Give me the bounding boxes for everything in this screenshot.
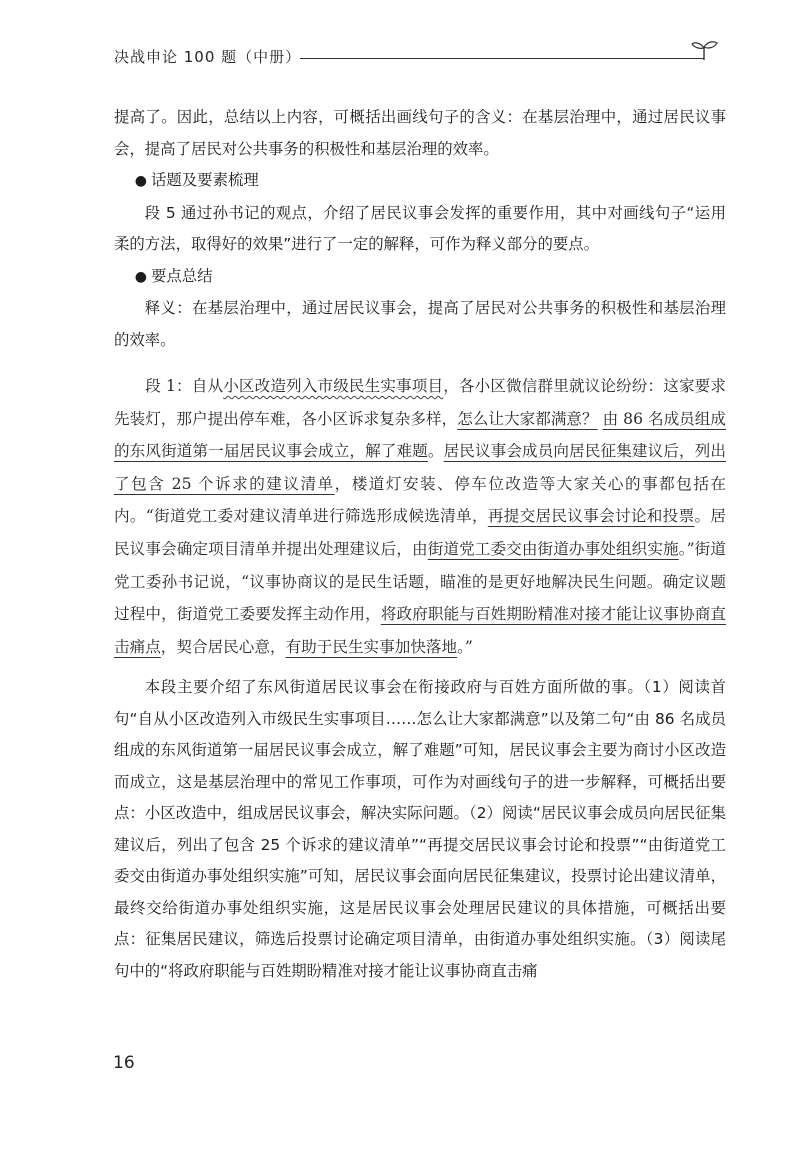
bullet-dot-icon: ● bbox=[134, 268, 147, 285]
quote-text: ，楼道灯安装、停车位改造等大家关心的事都包括在内。“街道党工委对建议清单进行筛选形成候选清单， bbox=[114, 474, 726, 526]
quote-text: 段 1：自从 bbox=[145, 377, 224, 395]
section-heading-summary bbox=[114, 261, 726, 294]
quoted-paragraph bbox=[114, 370, 726, 663]
quoted-material bbox=[114, 370, 726, 663]
quote-text: ，各小区微信群里就议论纷纷：这家要求先装灯，那户提出停车难，各小区诉求复杂多样， bbox=[114, 377, 726, 428]
analysis-block bbox=[114, 672, 726, 987]
page-number: 16 bbox=[113, 1053, 135, 1073]
header-title: 决战申论 100 题（中册） bbox=[114, 48, 302, 66]
quote-text: 。”街道党工委孙书记说，“议事协商议的是民生话题，瞄准的是更好地解决民生问题。确定议题过程中，街道党工委要发挥主动作用， bbox=[114, 539, 726, 624]
underlined-text: 怎么让大家都满意？ bbox=[457, 409, 598, 428]
quote-text: ，契合居民心意， bbox=[160, 637, 286, 656]
quote-text: 。 bbox=[427, 442, 444, 461]
heading-text: 要点总结 bbox=[151, 266, 213, 285]
underlined-text: 街道党工委交由街道办事处组织实施 bbox=[427, 539, 679, 558]
sprout-icon bbox=[690, 40, 720, 62]
text-paragraph: 提高了。因此，总结以上内容，可概括出画线句子的含义：在基层治理中，通过居民议事会，提高了居民对公共事务的积极性和基层治理的效率。 bbox=[114, 108, 726, 158]
underlined-text: 由 86 名成员组成的东风街道第一届居民议事会成立，解了难题 bbox=[114, 409, 726, 461]
page-body bbox=[114, 102, 726, 987]
analysis-paragraph: 本段主要介绍了东风街道居民议事会在衔接政府与百姓方面所做的事。（1）阅读首句“自从小区改造列入市级民生实事项目……怎么让大家都满意”以及第二句“由 86 名成员组成的东风街道第一届居民议事会成立，解了难题”可知，居民议事会主要为商讨小区改造而成立，这是基层治理中的常见工作事项，可作为对画线句子的进一步解释，可概括出要点：小区改造中，组成居民议事会，解决实际问题。（2）阅读“居民议事会成员向居民征集建议后，列出了包含 25 个诉求的建议清单”“再提交居民议事会讨论和投票”“由街道党工委交由街道办事处组织实施”可知，居民议事会面向居民征集建议，投票讨论出建议清单，最终交给街道办事处组织实施，这是居民议事会处理居民建议的具体措施，可概括出要点：征集居民建议，筛选后投票讨论确定项目清单，由街道办事处组织实施。（3）阅读尾句中的“将政府职能与百姓期盼精准对接才能让议事协商直击痛 bbox=[114, 678, 726, 980]
header-rule bbox=[300, 58, 704, 59]
section-heading-topic bbox=[114, 165, 726, 198]
text-paragraph: 段 5 通过孙书记的观点，介绍了居民议事会发挥的重要作用，其中对画线句子“运用柔的方法，取得好的效果”进行了一定的解释，可作为释义部分的要点。 bbox=[114, 203, 726, 253]
wavy-underlined-text: 小区改造列入市级民生实事项目 bbox=[223, 377, 444, 395]
text-paragraph: 释义：在基层治理中，通过居民议事会，提高了居民对公共事务的积极性和基层治理的效率。 bbox=[114, 299, 726, 349]
quote-text: 。居民议事会确定项目清单并提出处理建议后，由 bbox=[114, 507, 726, 558]
heading-text: 话题及要素梳理 bbox=[151, 171, 259, 189]
underlined-text: 将政府职能与百姓期盼精准对接才能让议事协商直击痛点 bbox=[114, 605, 726, 656]
underlined-text: 居民议事会成员向居民征集建议后，列出了包含 25 个诉求的建议清单 bbox=[114, 442, 726, 493]
running-header bbox=[114, 40, 724, 70]
bullet-dot-icon: ● bbox=[134, 173, 147, 189]
quote-text: 。” bbox=[457, 637, 473, 656]
underlined-text: 再提交居民议事会讨论和投票 bbox=[487, 507, 695, 526]
underlined-text: 有助于民生实事加快落地 bbox=[285, 637, 458, 656]
